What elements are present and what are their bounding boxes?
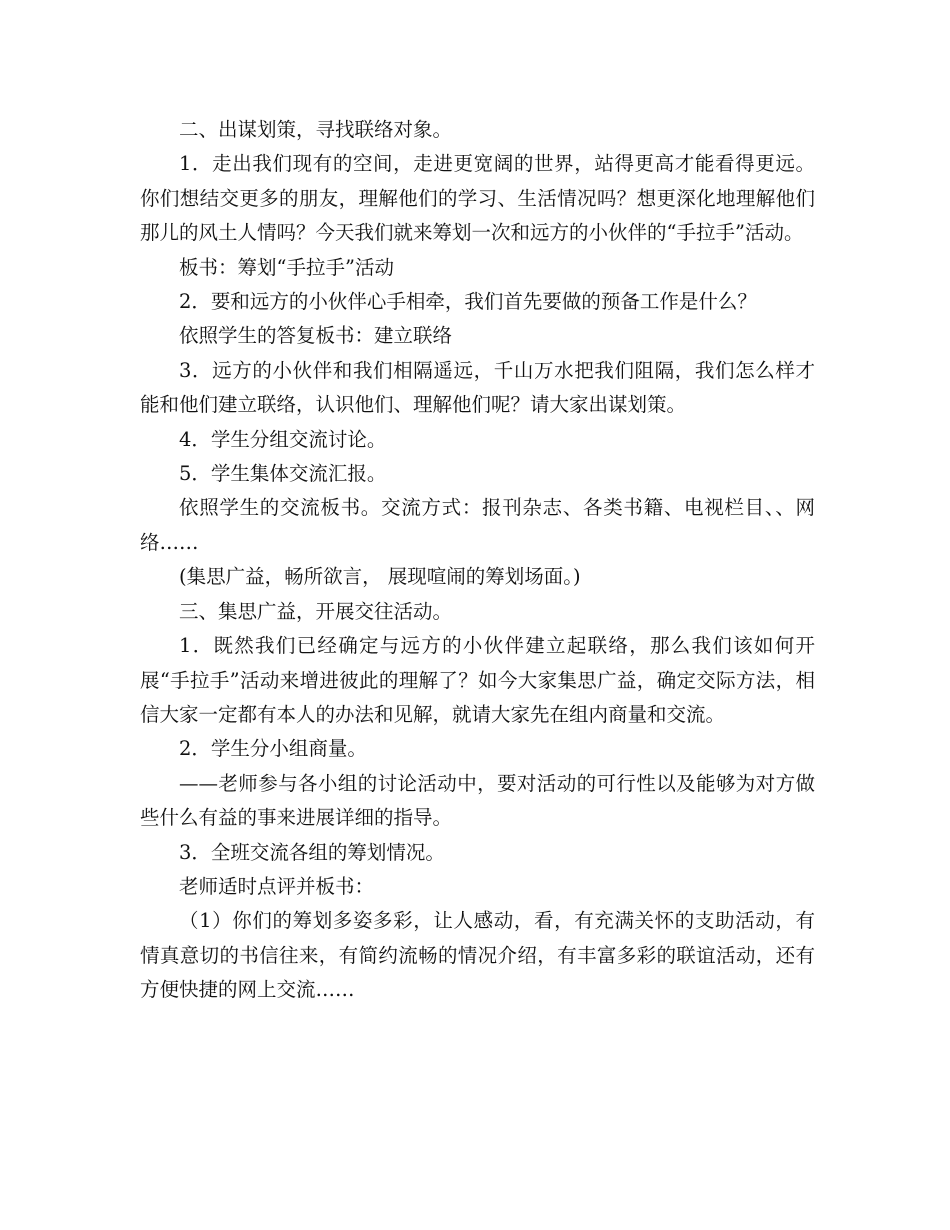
paragraph: 3．全班交流各组的筹划情况。 [179, 840, 445, 864]
paragraph: 老师适时点评并板书： [179, 874, 375, 898]
paragraph: 5．学生集体交流汇报。 [179, 462, 387, 486]
paragraph: （1）你们的筹划多姿多彩，让人感动，看，有充满关怀的支助活动，有情真意切的书信往来，有简约流畅的情况介绍，有丰富多彩的联谊活动，还有方便快捷的网上交流…… [140, 909, 815, 1002]
paragraph: ——老师参与各小组的讨论活动中，要对活动的可行性以及能够为对方做些什么有益的事来进展详细的指导。 [140, 771, 815, 830]
paragraph: (集思广益，畅所欲言， 展现喧闹的筹划场面。) [179, 565, 581, 589]
paragraph: 1．走出我们现有的空间，走进更宽阔的世界，站得更高才能看得更远。你们想结交更多的朋友，理解他们的学习、生活情况吗？想更深化地理解他们那儿的风土人情吗？今天我们就来筹划一次和远方的小伙伴的“手拉手”活动。 [140, 152, 815, 245]
paragraph: 依照学生的交流板书。交流方式：报刊杂志、各类书籍、电视栏目、、网络…… [140, 496, 815, 554]
paragraph: 4．学生分组交流讨论。 [179, 427, 387, 451]
paragraph: 2．学生分小组商量。 [179, 737, 367, 761]
paragraph: 2．要和远方的小伙伴心手相牵，我们首先要做的预备工作是什么？ [179, 290, 757, 314]
paragraph: 3．远方的小伙伴和我们相隔遥远，千山万水把我们阻隔，我们怎么样才能和他们建立联络，认识他们、理解他们呢？请大家出谋划策。 [140, 358, 815, 417]
paragraph: 依照学生的答复板书：建立联络 [179, 324, 453, 348]
paragraph: 1．既然我们已经确定与远方的小伙伴建立起联络，那么我们该如何开展“手拉手”活动来增进彼此的理解了？如今大家集思广益，确定交际方法，相信大家一定都有本人的办法和见解，就请大家先在组内商量和交流。 [140, 634, 815, 726]
heading-section-2: 二、出谋划策，寻找联络对象。 [179, 118, 453, 141]
paragraph: 板书：筹划“手拉手”活动 [179, 255, 394, 279]
heading-section-3: 三、集思广益，开展交往活动。 [179, 599, 453, 623]
document-page [140, 113, 815, 1008]
